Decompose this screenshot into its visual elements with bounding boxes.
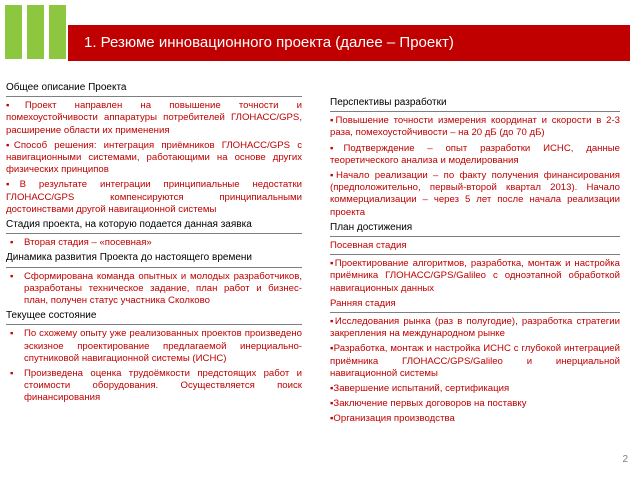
list-item: ▪ В результате интеграции принципиальные недостатки ГЛОНАСС/GPS компенсируются принципиальными достоинствами другой навигационной системы <box>6 179 302 216</box>
left-column <box>6 82 302 408</box>
section-title-stage: Стадия проекта, на которую подается данная заявка <box>6 219 302 234</box>
list-item: ▪ Разработка, монтаж и настройка ИСНС с глубокой интеграцией приёмника ГЛОНАСС/GPS/Galileo и инерциальной навигационной системы <box>330 343 620 380</box>
right-column <box>330 97 620 429</box>
list-item: ▪ Проектирование алгоритмов, разработка, монтаж и настройка приёмника ГЛОНАСС/GPS/Galileo с одноэтапной обработкой навигационных данных <box>330 258 620 295</box>
page-number: 2 <box>622 454 628 465</box>
list-item: ▪ Повышение точности измерения координат и скорости в 2-3 раза, помехоустойчивости – на 20 дБ (до 70 дБ) <box>330 115 620 139</box>
green-bar <box>49 5 66 59</box>
list-item: ▪ Вторая стадия – «посевная» <box>6 237 302 249</box>
list-item: ▪ Заключение первых договоров на поставку <box>330 398 620 410</box>
list-item: ▪ По схожему опыту уже реализованных проектов произведено эскизное проектирование предлагаемой инерциально-спутниковой навигационной системы (ИСНС) <box>6 328 302 365</box>
subsection-title-seed: Посевная стадия <box>330 240 620 255</box>
section-title-dynamics: Динамика развития Проекта до настоящего времени <box>6 252 302 267</box>
list-item: ▪ Способ решения: интеграция приёмников ГЛОНАСС/GPS с навигационными системами, работающими на основе других физических принципов <box>6 140 302 177</box>
list-item: ▪ Произведена оценка трудоёмкости предстоящих работ и стоимости оборудования. Осуществляется поиск финансирования <box>6 368 302 405</box>
list-item: ▪ Проект направлен на повышение точности и помехоустойчивости аппаратуры потребителей ГЛОНАСС/GPS, расширение области их применения <box>6 100 302 137</box>
list-item: ▪ Начало реализации – по факту получения финансирования (предположительно, первый-второй квартал 2013). Начало коммерциализации – через 5 лет после начала реализации проекта <box>330 170 620 219</box>
section-title-plan: План достижения <box>330 222 620 237</box>
list-item: ▪ Сформирована команда опытных и молодых разработчиков, разработаны техническое задание, план работ и бизнес-план, получен статус участника Сколково <box>6 271 302 308</box>
list-item: ▪ Исследования рынка (раз в полугодие), разработка стратегии закрепления на международном рынке <box>330 316 620 340</box>
list-item: ▪ Организация производства <box>330 413 620 425</box>
list-item: ▪ Завершение испытаний, сертификация <box>330 383 620 395</box>
slide-title: 1. Резюме инновационного проекта (далее – Проект) <box>68 25 630 61</box>
subsection-title-early: Ранняя стадия <box>330 298 620 313</box>
logo-bars <box>5 5 67 59</box>
section-title-prospects: Перспективы разработки <box>330 97 620 112</box>
section-title-current: Текущее состояние <box>6 310 302 325</box>
green-bar <box>27 5 44 59</box>
green-bar <box>5 5 22 59</box>
list-item: ▪ Подтверждение – опыт разработки ИСНС, данные теоретического анализа и моделирования <box>330 143 620 167</box>
section-title-general: Общее описание Проекта <box>6 82 302 97</box>
